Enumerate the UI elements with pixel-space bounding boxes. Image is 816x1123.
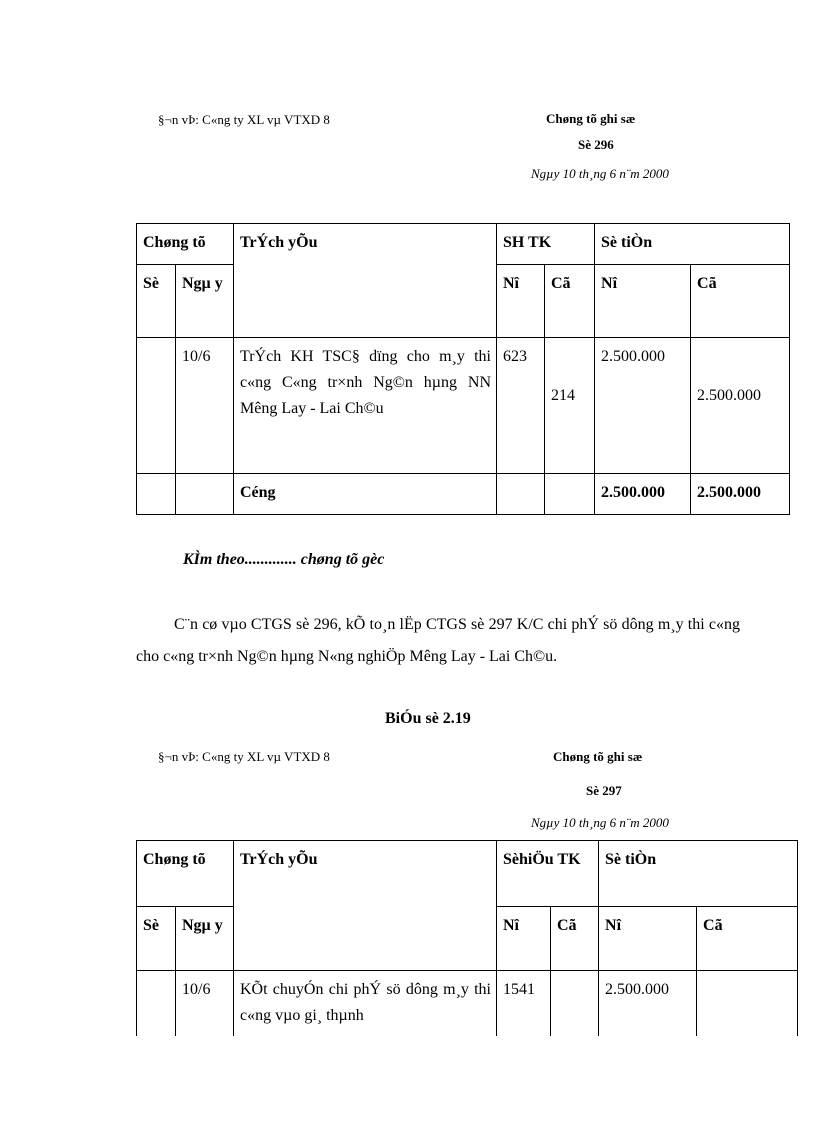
row-summary: TrÝch KH TSC§ dïng cho m¸y thi c«ng C«ng tr×nh Ng©n hµng NN Mêng Lay - Lai Ch©u: [234, 338, 497, 474]
header2-voucher: Chøng tõ: [137, 841, 234, 907]
attached-documents: KÌm theo............. chøng tõ gèc: [183, 551, 385, 568]
figure-title: BiÓu sè 2.19: [385, 710, 471, 727]
header-debit-account: Nî: [497, 265, 545, 338]
total-empty-4: [545, 474, 595, 515]
header-voucher-no: Sè: [137, 265, 176, 338]
header2-voucher-no: Sè: [137, 907, 176, 971]
row2-credit-account: [551, 971, 599, 1037]
row2-summary: KÕt chuyÓn chi phÝ sö dông m¸y thi c«ng vµo gi¸ thµnh: [234, 971, 497, 1037]
header-voucher-date: Ngµ y: [176, 265, 234, 338]
total-empty-1: [137, 474, 176, 515]
doc-date-1: Ngµy 10 th¸ng 6 n¨m 2000: [531, 166, 669, 181]
header-summary: TrÝch yÕu: [234, 224, 497, 338]
unit-label-2: §¬n vÞ: C«ng ty XL vµ VTXD 8: [158, 749, 330, 764]
row-debit-account: 623: [497, 338, 545, 474]
row-credit-account: 214: [545, 338, 595, 474]
header-account: SH TK: [497, 224, 595, 265]
row-debit-amount: 2.500.000: [595, 338, 691, 474]
doc-title-2: Chøng tõ ghi sæ: [553, 749, 643, 764]
header2-voucher-date: Ngµ y: [176, 907, 234, 971]
row2-voucher-no: [137, 971, 176, 1037]
header-voucher: Chøng tõ: [137, 224, 234, 265]
voucher-table-297: [136, 840, 798, 1036]
doc-number-1: Sè 296: [578, 137, 614, 152]
header-credit-account: Cã: [545, 265, 595, 338]
header2-account: SèhiÖu TK: [497, 841, 599, 907]
voucher-table-296: [136, 223, 790, 515]
header-amount: Sè tiÒn: [595, 224, 790, 265]
row2-voucher-date: 10/6: [176, 971, 234, 1037]
row-credit-amount: 2.500.000: [691, 338, 790, 474]
total-label: Céng: [234, 474, 497, 515]
header2-amount: Sè tiÒn: [599, 841, 798, 907]
header2-debit-account: Nî: [497, 907, 551, 971]
header2-summary: TrÝch yÕu: [234, 841, 497, 971]
body-paragraph: C¨n cø vµo CTGS sè 296, kÕ to¸n lËp CTGS sè 297 K/C chi phÝ sö dông m¸y thi c«ng cho c«ng tr×nh Ng©n hµng N«ng nghiÖp Mêng Lay - Lai Ch©u.: [136, 616, 740, 665]
total-credit-amount: 2.500.000: [691, 474, 790, 515]
header2-credit-account: Cã: [551, 907, 599, 971]
row2-credit-amount: [697, 971, 798, 1037]
unit-label-1: §¬n vÞ: C«ng ty XL vµ VTXD 8: [158, 112, 330, 127]
row2-debit-account: 1541: [497, 971, 551, 1037]
header2-debit-amount: Nî: [599, 907, 697, 971]
total-empty-2: [176, 474, 234, 515]
header-credit-amount: Cã: [691, 265, 790, 338]
doc-title-1: Chøng tõ ghi sæ: [546, 111, 636, 126]
header-debit-amount: Nî: [595, 265, 691, 338]
total-debit-amount: 2.500.000: [595, 474, 691, 515]
header2-credit-amount: Cã: [697, 907, 798, 971]
doc-number-2: Sè 297: [586, 783, 622, 798]
doc-date-2: Ngµy 10 th¸ng 6 n¨m 2000: [531, 815, 669, 830]
row2-debit-amount: 2.500.000: [599, 971, 697, 1037]
total-empty-3: [497, 474, 545, 515]
row-voucher-date: 10/6: [176, 338, 234, 474]
voucher-table-297-wrapper: [136, 840, 798, 1036]
row-voucher-no: [137, 338, 176, 474]
